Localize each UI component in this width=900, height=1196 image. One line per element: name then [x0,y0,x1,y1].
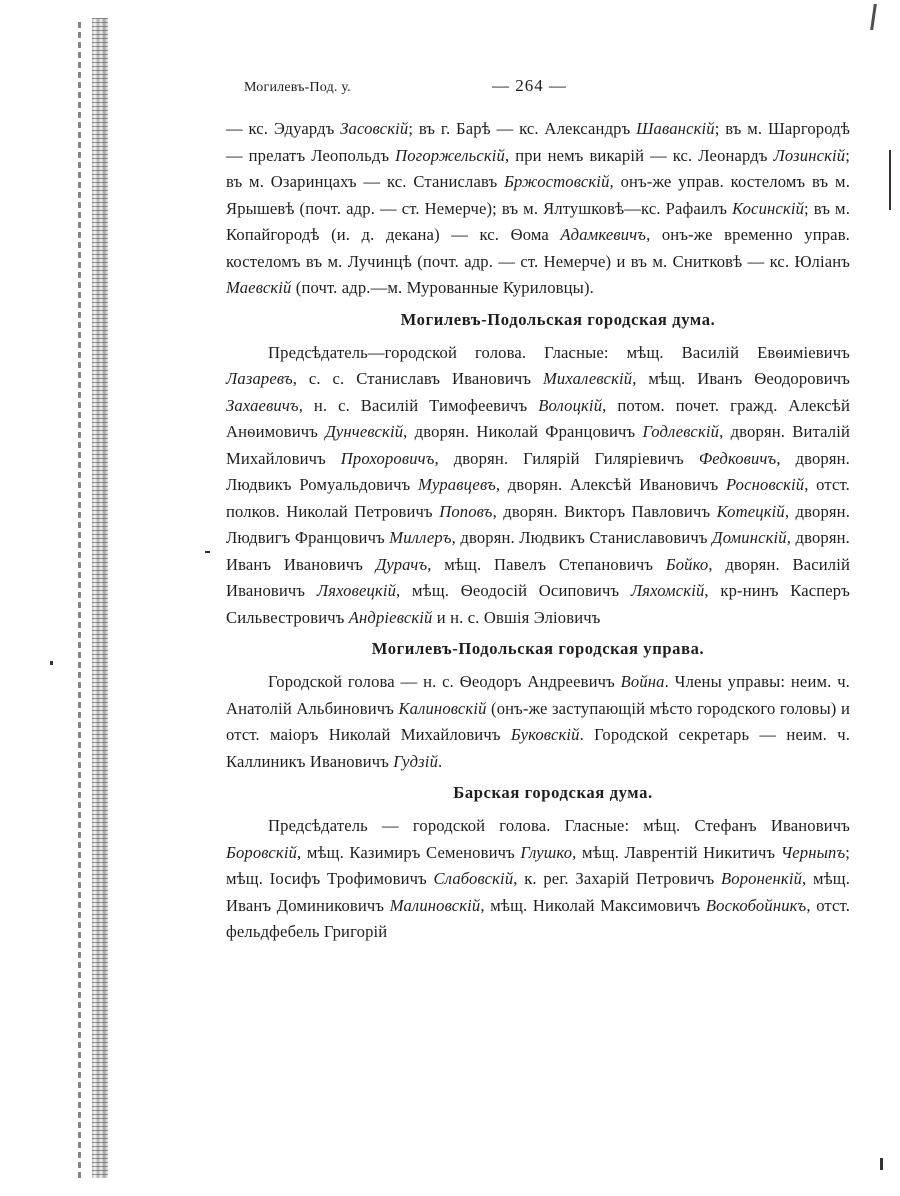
surname: Калиновскій [398,698,487,718]
surname: Боровскій [226,842,298,862]
surname: Росновскій [725,475,805,494]
binding-stitch-line [78,18,81,1178]
paragraph: Предсѣдатель — городской голова. Гласные: мѣщ. Стефанъ Ивановичъ Боровскій, мѣщ. Казимиръ Семеновичъ Глушко, мѣщ. Лаврентій Никитичъ Черныпъ; мѣщ. Іосифъ Трофимовичъ Слабовскій, к. рег. Захарій Петровичъ Вороненкій, мѣщ. Иванъ Доминиковичъ Малиновскій, мѣщ. Николай Максимовичъ Воскобойникъ, отст. фельдфебель Григорій [226,816,851,941]
corner-scan-mark [870,4,891,30]
running-head: Могилевъ-Под. у. [244,80,351,95]
stray-mark [50,661,53,665]
surname: Погоржельскій [395,145,505,165]
surname: Дунчевскій [325,422,404,441]
page-header [226,76,866,100]
surname: Малиновскій [389,895,481,915]
surname: Доминскій [712,528,787,547]
surname: Ляхомскій [630,581,705,600]
surname: Шаванскій [636,119,715,138]
surname: Воскобойникъ [705,895,807,915]
surname: Поповъ [439,501,493,521]
page-number: — 264 — [492,76,567,95]
paragraph: Городской голова — н. с. Ѳеодоръ Андреевичъ Война. Члены управы: неим. ч. Анатолій Альбиновичъ Калиновскій (онъ-же заступающій мѣсто городского головы) и отст. маіоръ Николай Михайловичъ Буковскій. Городской секретарь — неим. ч. Каллиникъ Ивановичъ Гудзій. [226,672,850,771]
surname: Прохоровичъ [340,448,435,468]
surname: Вороненкій [721,869,803,888]
surname: Андріевскій [348,607,433,627]
surname: Миллеръ [389,528,452,547]
surname: Бржостовскій [504,172,610,191]
margin-mark-bottom [880,1158,883,1170]
surname: Засовскій [340,119,409,138]
surname: Война [620,672,665,691]
stray-mark [205,551,210,553]
surname: Гудзій [393,751,439,771]
surname: Муравцевъ [418,475,496,494]
margin-mark [889,150,891,210]
surname: Черныпъ [780,842,846,862]
section-heading: Могилевъ-Подольская городская дума. [400,309,716,329]
surname: Волоцкій [538,395,603,415]
paragraph-continuation: — кс. Эдуардъ Засовскій; въ г. Барѣ — кс. Александръ Шаванскій; въ м. Шаргородѣ — прелатъ Леопольдъ Погоржельскій, при немъ викарій — кс. Леонардъ Лозинскій; въ м. Озаринцахъ — кс. Станиславъ Бржостовскій, онъ-же управ. костеломъ въ м. Ярышевѣ (почт. адр. — ст. Немерче); въ м. Ялтушковѣ—кс. Рафаилъ Косинскій; въ м. Копайгородѣ (и. д. декана) — кс. Ѳома Адамкевичъ, онъ-же временно управ. костеломъ въ м. Лучинцѣ (почт. адр. — ст. Немерче) и въ м. Снитковѣ — кс. Юліанъ Маевскій (почт. адр.—м. Мурованные Куриловцы). [226,119,851,297]
surname: Слабовскій [433,869,514,888]
surname: Лазаревъ [226,369,293,388]
surname: Бойко [665,554,709,574]
surname: Косинскій [732,198,805,218]
surname: Годлевскій [642,422,720,441]
surname: Котецкій [716,501,785,521]
surname: Глушко [520,842,573,862]
page-body [226,116,850,946]
section-heading: Барская городская дума. [453,783,653,802]
surname: Дурачъ [375,554,428,574]
surname: Ляховецкій [316,581,397,600]
book-binding-edge [92,18,108,1178]
surname: Маевскій [226,278,292,297]
surname: Федковичъ [698,448,777,468]
surname: Михалевскій [542,369,633,388]
surname: Лозинскій [773,145,846,165]
section-heading: Могилевъ-Подольская городская управа. [371,639,705,658]
surname: Буковскій [510,725,580,744]
surname: Адамкевичъ [560,225,647,244]
surname: Захаевичъ [226,395,299,415]
paragraph: Предсѣдатель—городской голова. Гласные: мѣщ. Василій Евѳиміевичъ Лазаревъ, с. с. Станиславъ Ивановичъ Михалевскій, мѣщ. Иванъ Ѳеодоровичъ Захаевичъ, н. с. Василій Тимофеевичъ Волоцкій, потом. почет. гражд. Алексѣй Анѳимовичъ Дунчевскій, дворян. Николай Францовичъ Годлевскій, дворян. Виталій Михайловичъ Прохоровичъ, дворян. Гилярій Гиляріевичъ Федковичъ, дворян. Людвикъ Ромуальдовичъ Муравцевъ, дворян. Алексѣй Ивановичъ Росновскій, отст. полков. Николай Петровичъ Поповъ, дворян. Викторъ Павловичъ Котецкій, дворян. Людвигъ Францовичъ Миллеръ, дворян. Людвикъ Станиславовичъ Доминскій, дворян. Иванъ Ивановичъ Дурачъ, мѣщ. Павелъ Степановичъ Бойко, дворян. Василій Ивановичъ Ляховецкій, мѣщ. Ѳеодосій Осиповичъ Ляхомскій, кр-нинъ Касперъ Сильвестровичъ Андріевскій и н. с. Овшія Эліовичъ [226,342,851,627]
